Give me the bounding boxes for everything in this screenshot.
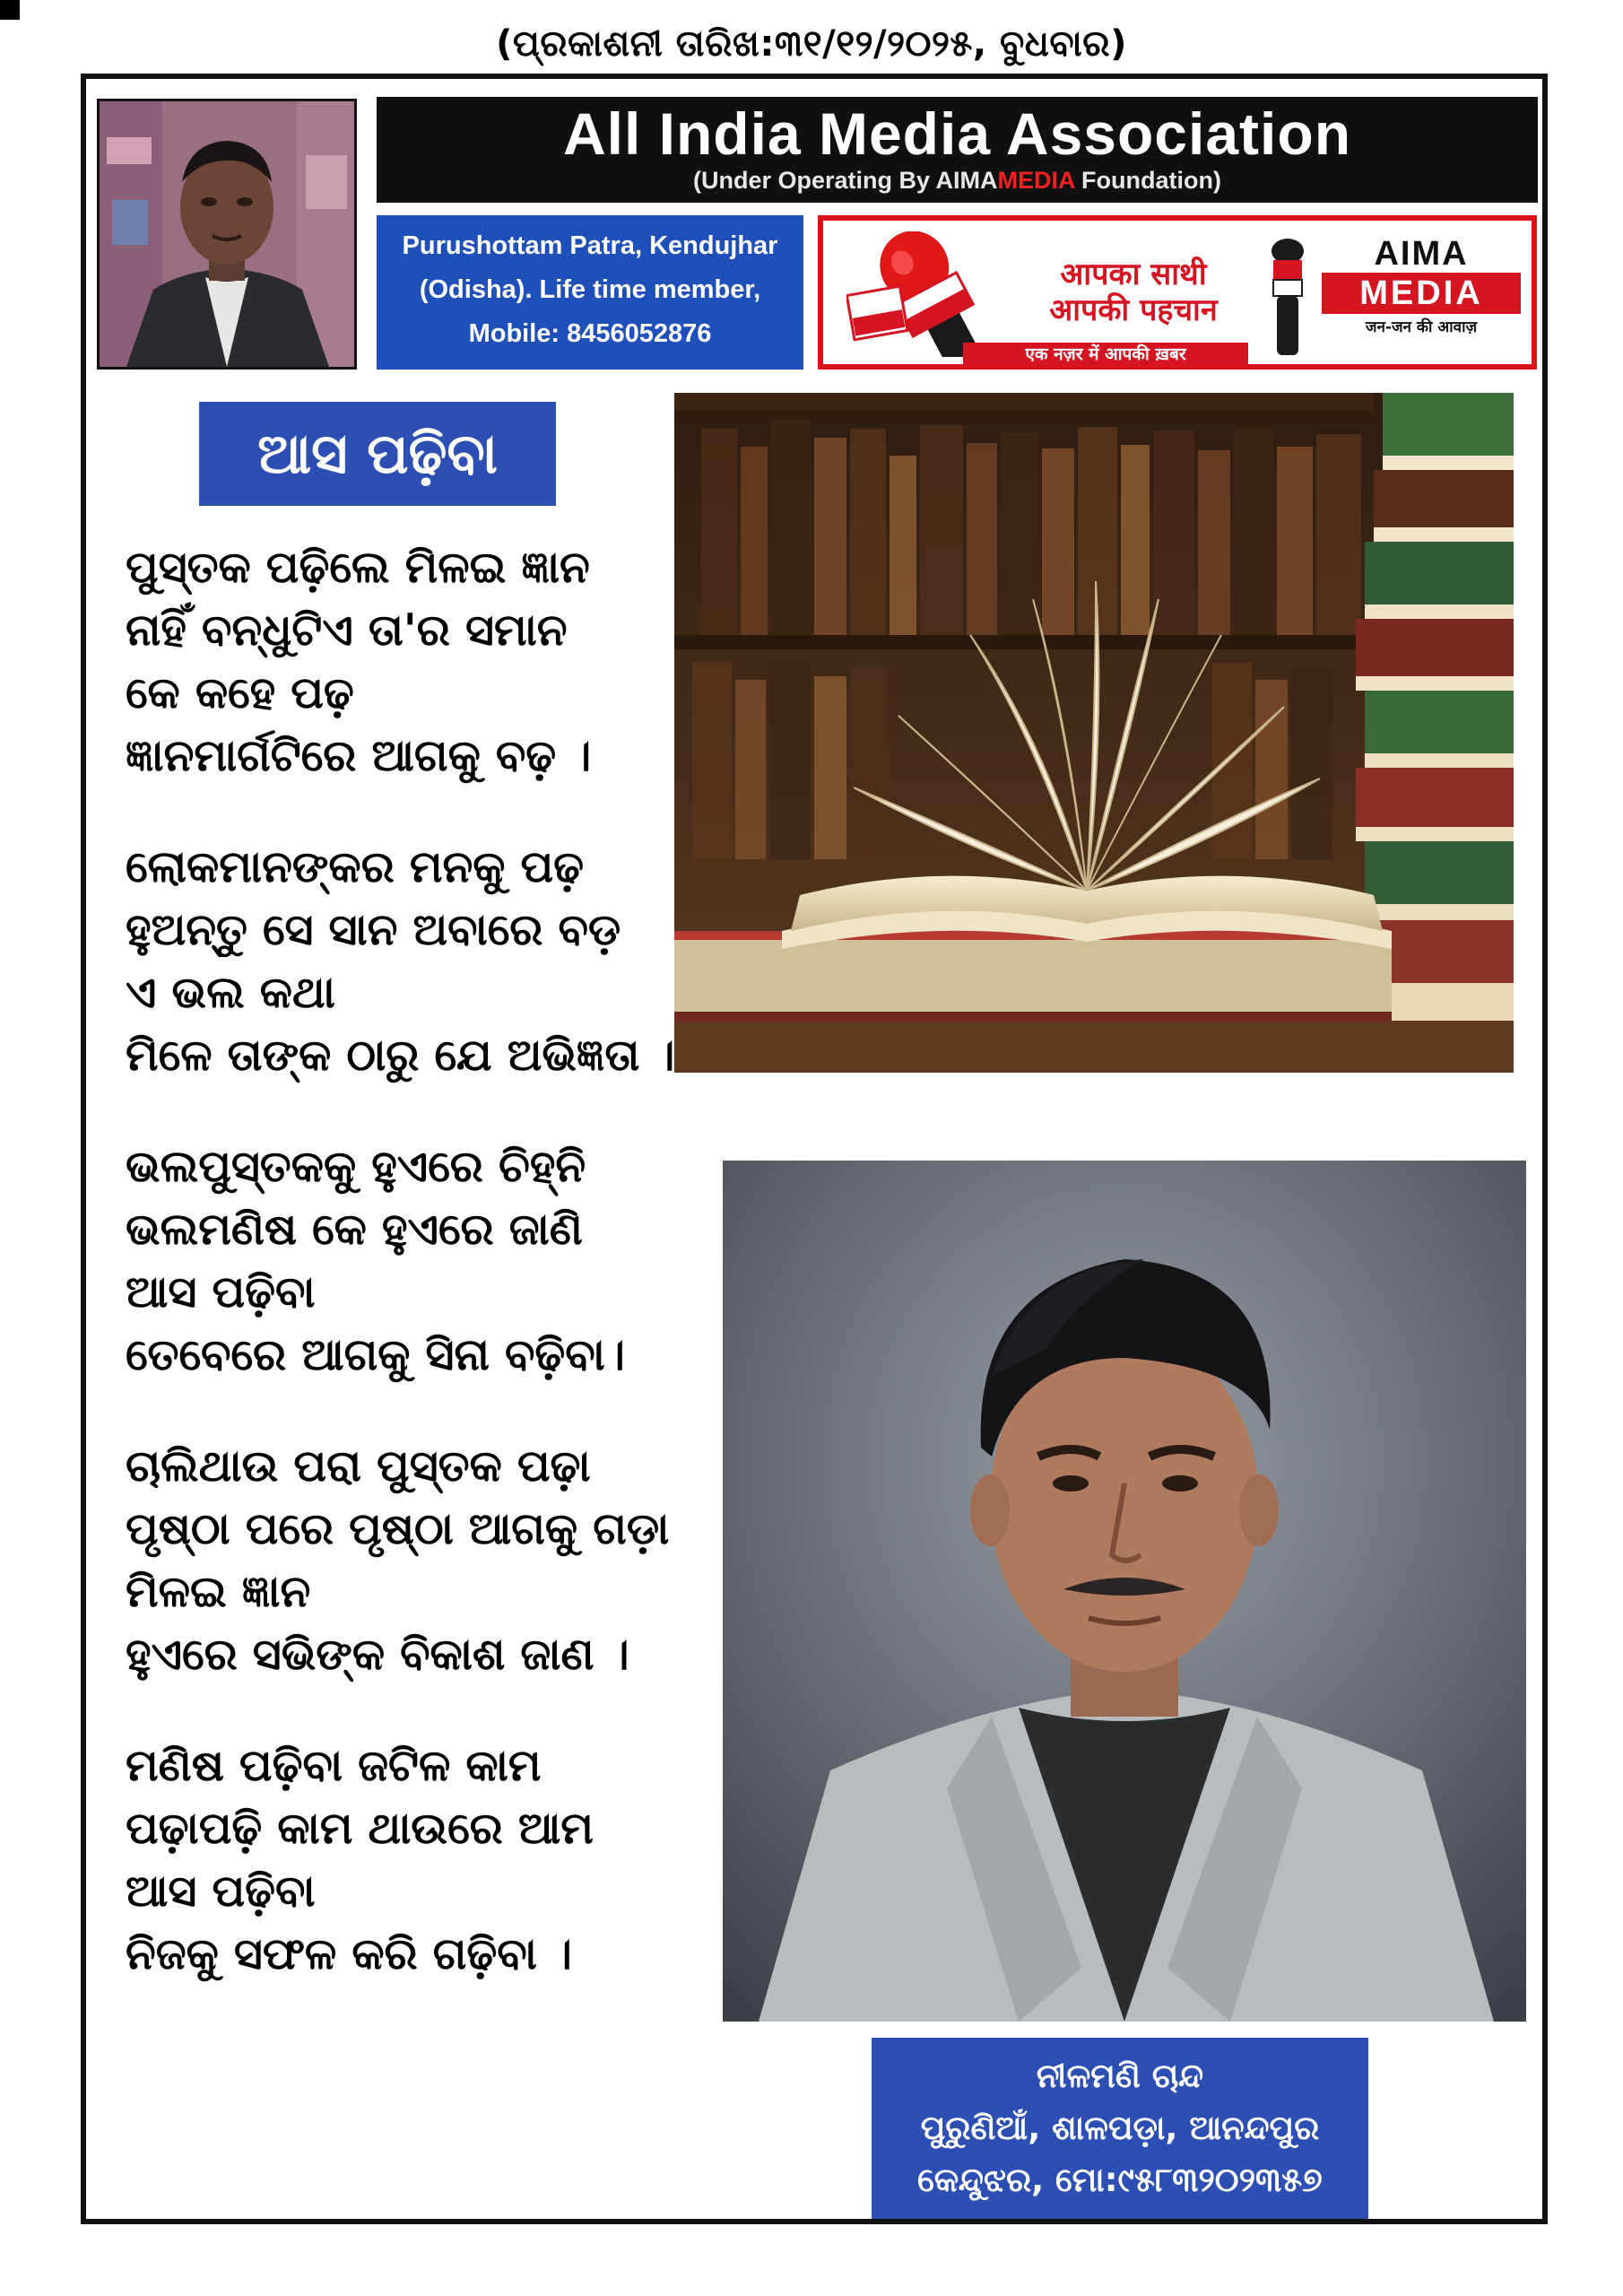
- poem-line: ମିଳେ ତାଙ୍କ ଠାରୁ ଯେ ଅଭିଜ୍ଞତା ।: [126, 1030, 675, 1081]
- poem-line: କେ କହେ ପଢ଼: [126, 667, 354, 718]
- association-sub-highlight: MEDIA: [997, 167, 1075, 194]
- poem-line: ମଣିଷ ପଢ଼ିବା ଜଟିଳ କାମ: [126, 1740, 542, 1791]
- poem-line: ଏ ଭଲ କଥା: [126, 967, 335, 1018]
- aima-media-logo: [1322, 235, 1521, 341]
- poem-line: ମିଳଇ ଜ୍ଞାନ: [126, 1566, 311, 1617]
- poem-line: ତେବେରେ ଆଗକୁ ସିନା ବଢ଼ିବା।: [126, 1329, 625, 1380]
- author-caption: [872, 2038, 1368, 2219]
- ad-tagline: एक नज़र में आपकी ख़बर: [963, 343, 1248, 366]
- poem-stanza: [126, 1435, 717, 1686]
- member-info-line: Mobile: 8456052876: [468, 319, 712, 348]
- association-banner: [377, 97, 1538, 203]
- poem-stanza: [126, 1135, 717, 1387]
- member-info-line: Purushottam Patra, Kendujhar: [402, 231, 778, 260]
- association-subtitle: [377, 165, 1538, 196]
- author-contact: କେନ୍ଦୁଝର, ମୋ:୯୫୮୩୨୦୨୩୫୭: [917, 2161, 1323, 2199]
- association-sub-suffix: Foundation): [1074, 167, 1221, 194]
- poem-line: ଆସ ପଢ଼ିବା: [126, 1866, 316, 1917]
- poem-line: ଚାଲିଥାଉ ପରା ପୁସ୍ତକ ପଢ଼ା: [126, 1440, 591, 1492]
- ad-slogan-line2: आपकी पहचान: [1049, 292, 1218, 328]
- logo-microphone-icon: [1268, 237, 1307, 359]
- ad-slogan-line1: आपका साथी: [1060, 257, 1207, 292]
- aima-media-ad: [818, 215, 1537, 370]
- author-photo: [723, 1161, 1526, 2022]
- association-sub-prefix: (Under Operating By AIMA: [693, 167, 998, 194]
- books-image: [674, 393, 1514, 1073]
- microphone-icon: [846, 231, 999, 357]
- poem-line: ପଢ଼ାପଢ଼ି କାମ ଥାଉରେ ଆମ: [126, 1803, 594, 1854]
- poem-line: ନାହିଁ ବନ୍ଧୁଟିଏ ତା'ର ସମାନ: [126, 604, 568, 656]
- publication-date: (ପ୍ରକାଶନୀ ତାରିଖ:୩୧/୧୨/୨୦୨୫, ବୁଧବାର): [496, 23, 1127, 65]
- author-name: ନୀଳମଣି ଚାନ୍ଦ: [1036, 2057, 1204, 2095]
- poem-body: [126, 536, 717, 2034]
- association-name: All India Media Association: [562, 100, 1352, 167]
- poem-stanza: [126, 836, 717, 1087]
- poem-line: ପୃଷ୍ଠା ପରେ ପୃଷ୍ଠା ଆଗକୁ ଗଡ଼ା: [126, 1503, 670, 1554]
- corner-mark: [0, 0, 20, 20]
- author-address: ପୁରୁଣିଆଁ, ଶାଳପଡ଼ା, ଆନନ୍ଦପୁର: [920, 2109, 1320, 2147]
- poem-line: ହୁଏରେ ସଭିଙ୍କ ବିକାଶ ଜାଣ ।: [126, 1629, 629, 1680]
- poem-line: ଭଲମଣିଷ କେ ହୁଏରେ ଜାଣି: [126, 1204, 583, 1255]
- poem-line: ଭଲପୁସ୍ତକକୁ ହୁଏରେ ଚିହ୍ନି: [126, 1141, 586, 1192]
- member-info-box: [377, 215, 803, 370]
- member-info-line: (Odisha). Life time member,: [419, 275, 761, 304]
- logo-name: AIMA: [1374, 235, 1469, 273]
- poem-stanza: [126, 536, 717, 787]
- poem-line: ପୁସ୍ତକ ପଢ଼ିଲେ ମିଳଇ ଜ୍ଞାନ: [126, 542, 590, 593]
- poem-line: ହୁଅନ୍ତୁ ସେ ସାନ ଅବାରେ ବଡ଼: [126, 904, 621, 955]
- member-photo: [97, 99, 357, 370]
- poem-line: ଲୋକମାନଙ୍କର ମନକୁ ପଢ଼: [126, 841, 585, 892]
- poem-line: ଆସ ପଢ଼ିବା: [126, 1266, 316, 1318]
- logo-media: MEDIA: [1322, 273, 1521, 314]
- logo-tagline: जन-जन की आवाज़: [1365, 318, 1478, 336]
- poem-line: ଜ୍ଞାନମାର୍ଗଟିରେ ଆଗକୁ ବଢ଼ ।: [126, 730, 592, 781]
- ad-slogan: [999, 257, 1268, 328]
- poem-line: ନିଜକୁ ସଫଳ କରି ଗଢ଼ିବା ।: [126, 1928, 572, 1979]
- poem-stanza: [126, 1735, 717, 1986]
- poem-title: ଆସ ପଢ଼ିବା: [199, 402, 556, 506]
